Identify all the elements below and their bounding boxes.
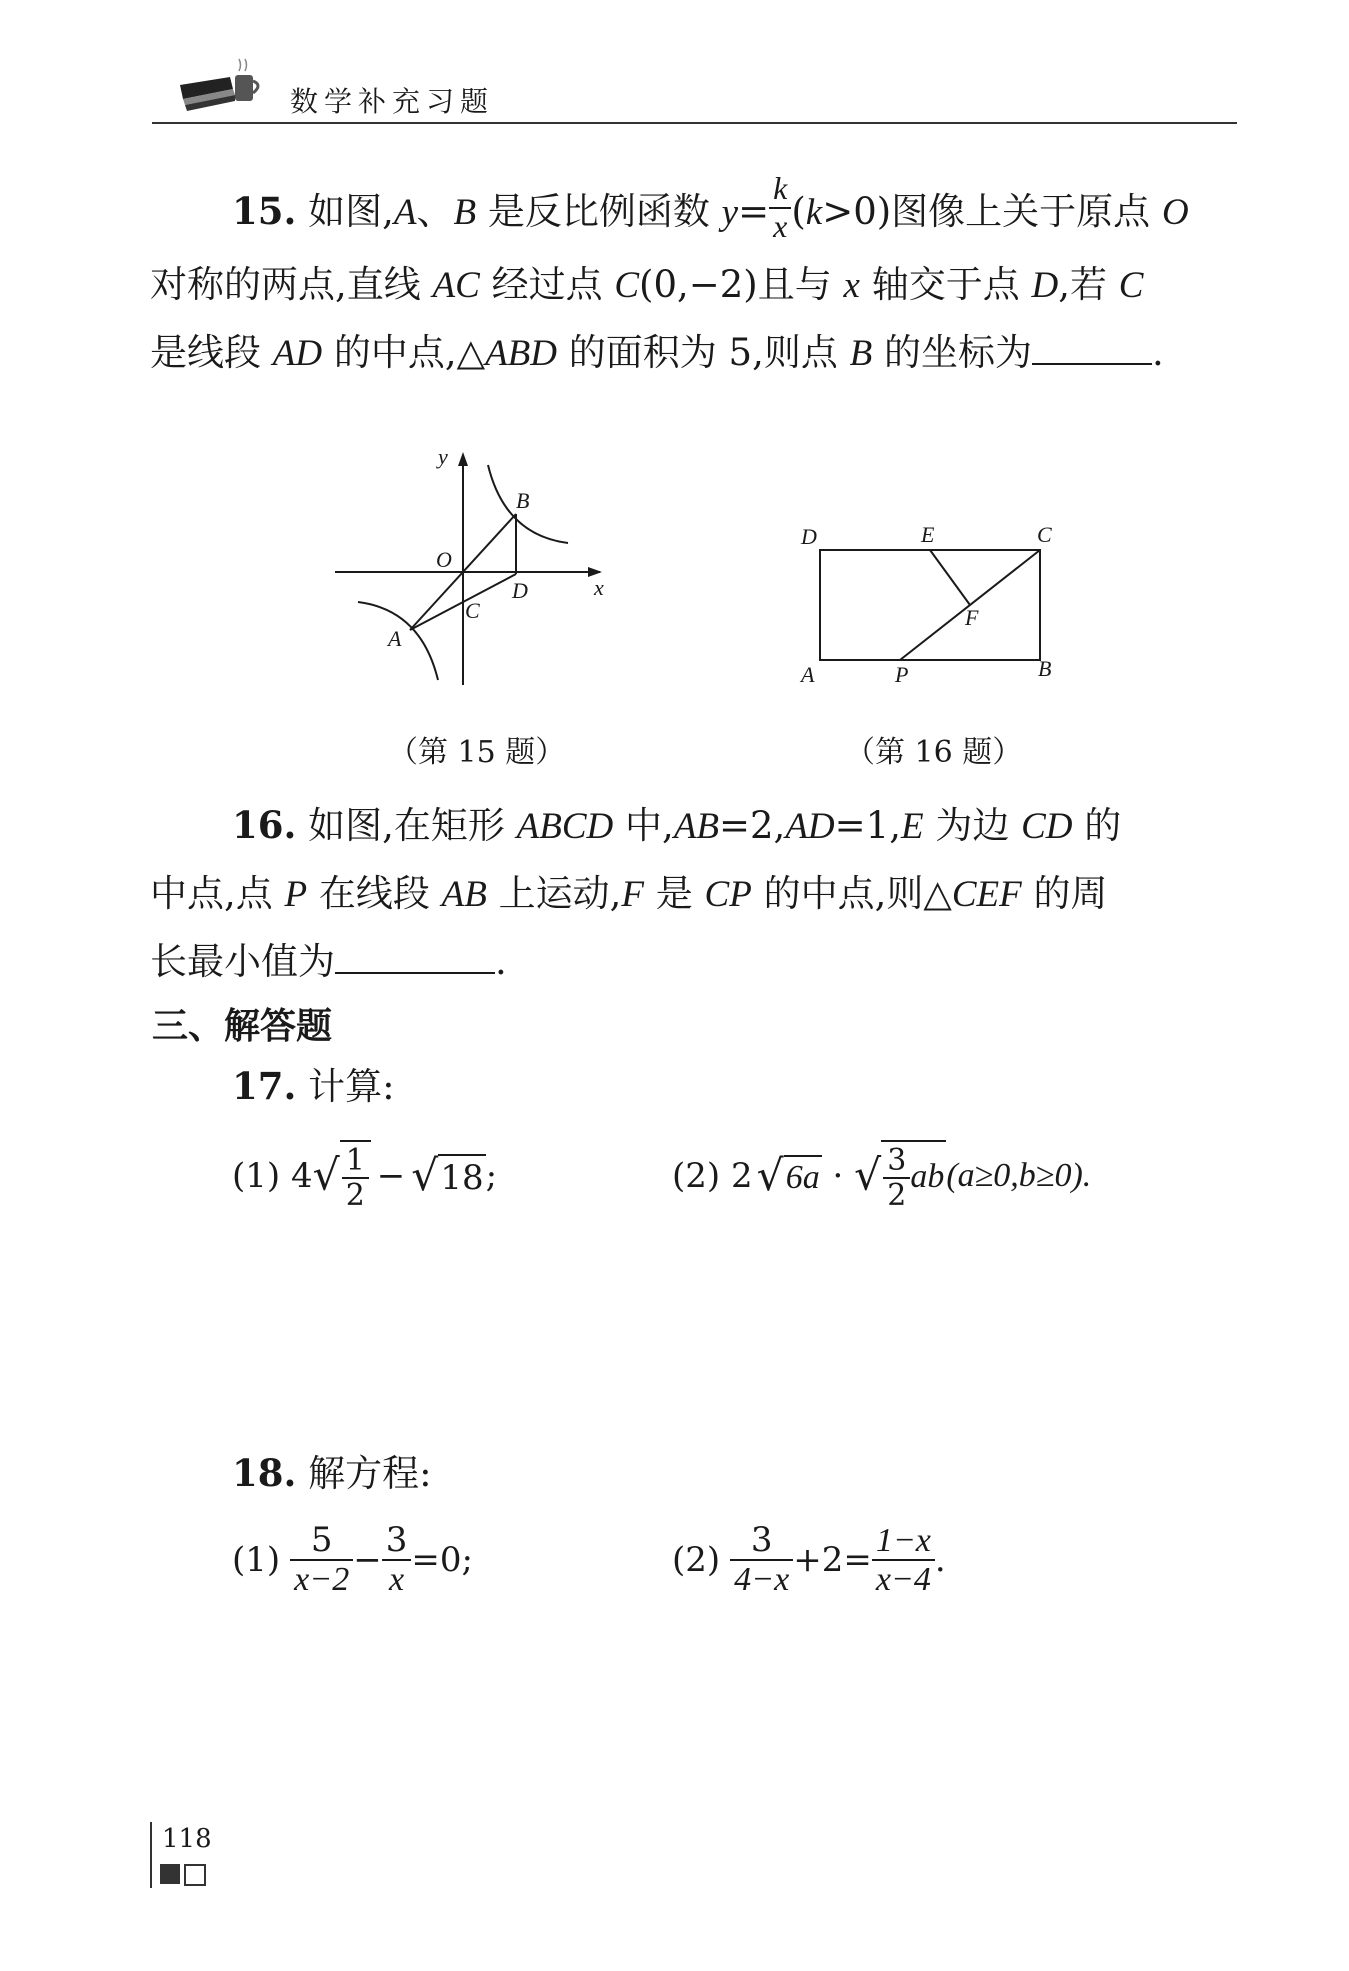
fraction-denominator: x−4 xyxy=(875,1561,931,1599)
answer-blank[interactable] xyxy=(335,938,495,974)
header-title: 数学补充习题 xyxy=(290,85,495,118)
q15-line-3 xyxy=(150,319,1240,387)
figure-16 xyxy=(795,520,1075,690)
q15-text: = xyxy=(738,190,770,233)
q15-text: . xyxy=(1151,331,1164,374)
footer-squares xyxy=(160,1864,206,1886)
sqrt-expression xyxy=(757,1152,822,1201)
question-17-title xyxy=(232,1053,395,1120)
operator: − xyxy=(353,1540,382,1581)
q16-text: 中, xyxy=(613,804,674,847)
q15-var: A xyxy=(393,192,417,233)
fraction-numerator: 3 xyxy=(883,1144,910,1179)
figure-15-caption: （第 15 题） xyxy=(388,735,566,770)
q15-var: x xyxy=(843,265,860,306)
operator: +2= xyxy=(793,1540,872,1581)
q18-title: 解方程: xyxy=(308,1452,432,1495)
q15-var: ABD xyxy=(485,333,558,374)
equation-end: =0; xyxy=(411,1540,473,1581)
q16-text: 是 xyxy=(644,872,705,915)
q15-var: B xyxy=(453,192,477,233)
question-18-title xyxy=(232,1440,432,1507)
fraction-denominator: x−2 xyxy=(294,1561,350,1599)
fraction xyxy=(382,1522,412,1599)
fraction-denominator: 2 xyxy=(345,1178,365,1213)
figure-16-caption: （第 16 题） xyxy=(845,735,1023,770)
fraction xyxy=(883,1144,910,1212)
page-number: 118 xyxy=(162,1824,212,1854)
q15-text: >0)图像上关于原点 xyxy=(822,190,1162,233)
q15-fraction xyxy=(769,171,791,243)
equation-end: . xyxy=(934,1540,946,1581)
q15-text: ,若 xyxy=(1058,263,1119,306)
q16-line-3 xyxy=(150,928,1240,995)
footer-rule xyxy=(150,1822,152,1888)
q16-text: 长最小值为 xyxy=(150,940,335,983)
empty-square-icon xyxy=(184,1864,206,1886)
fraction-denominator: x xyxy=(388,1561,405,1599)
q16-line-2 xyxy=(150,860,1240,928)
q15-var: y xyxy=(721,192,739,233)
label-x: x xyxy=(594,575,604,600)
part-label: (1) 4 xyxy=(232,1156,313,1196)
section-heading: 三、解答题 xyxy=(152,1006,333,1047)
label-B: B xyxy=(1038,656,1052,681)
q16-var: AB xyxy=(673,806,720,847)
q15-text: 轴交于点 xyxy=(859,263,1032,306)
books-cup-icon xyxy=(175,55,265,115)
q16-text: 中点,点 xyxy=(150,872,285,915)
q15-var: D xyxy=(1031,265,1059,306)
q15-text: 是反比例函数 xyxy=(476,190,722,233)
label-O: O xyxy=(436,547,452,572)
label-A: A xyxy=(801,662,815,687)
radicand xyxy=(881,1140,946,1212)
label-y: y xyxy=(438,444,448,469)
question-15 xyxy=(150,170,1240,387)
q16-var: F xyxy=(621,874,645,915)
q15-text: 的坐标为 xyxy=(872,331,1032,374)
q15-text: 对称的两点,直线 xyxy=(150,263,433,306)
q15-text: (0,−2)且与 xyxy=(639,263,844,306)
fraction-numerator: 5 xyxy=(290,1522,353,1561)
fraction xyxy=(872,1522,935,1599)
operator: − xyxy=(376,1156,406,1196)
header-logo xyxy=(175,55,265,115)
fraction-numerator: 3 xyxy=(730,1522,793,1561)
q17-number: 17. xyxy=(232,1064,297,1108)
label-C: C xyxy=(1037,522,1052,547)
radicand: 18 xyxy=(438,1154,485,1198)
q15-number: 15. xyxy=(232,189,297,233)
fraction xyxy=(730,1522,793,1599)
q18-part-1 xyxy=(232,1522,473,1599)
q15-text: 是线段 xyxy=(150,331,273,374)
label-E: E xyxy=(921,522,935,547)
y-axis-arrow xyxy=(458,452,468,466)
q17-part-1 xyxy=(232,1140,497,1212)
q16-var: P xyxy=(284,874,308,915)
q15-var: O xyxy=(1161,192,1189,233)
q15-text: ( xyxy=(791,190,806,233)
operator: · xyxy=(821,1156,855,1196)
q16-text: 如图,在矩形 xyxy=(308,804,517,847)
label-F: F xyxy=(965,605,979,630)
variable: ab xyxy=(910,1158,945,1195)
q16-text: =1, xyxy=(834,804,901,847)
rectangle-ABCD xyxy=(820,550,1040,660)
label-B: B xyxy=(516,488,530,513)
radicand: 6a xyxy=(784,1155,822,1197)
q16-var: AD xyxy=(785,806,835,847)
part-label: (2) xyxy=(672,1540,721,1581)
q16-var: CEF xyxy=(951,874,1022,915)
q15-line-1 xyxy=(150,170,1240,245)
q18-number: 18. xyxy=(232,1451,297,1495)
label-P: P xyxy=(895,662,909,687)
q15-text: 如图, xyxy=(308,190,394,233)
fraction-numerator: 1−x xyxy=(872,1522,935,1561)
q16-text: 的 xyxy=(1072,804,1122,847)
punctuation: ; xyxy=(485,1156,498,1196)
q16-text: 为边 xyxy=(923,804,1022,847)
q15-var: C xyxy=(614,265,640,306)
fraction-numerator: 1 xyxy=(342,1144,369,1179)
fraction-denominator: 2 xyxy=(887,1178,907,1213)
q15-var: B xyxy=(849,333,873,374)
q15-text: 、 xyxy=(416,190,454,233)
q16-text: =2, xyxy=(719,804,786,847)
figure-15 xyxy=(320,440,620,690)
q16-var: ABCD xyxy=(516,806,614,847)
q16-number: 16. xyxy=(232,803,297,847)
q15-var: C xyxy=(1118,265,1144,306)
radicand xyxy=(340,1140,371,1212)
radical-sign: √ xyxy=(854,1151,882,1201)
q15-var: AD xyxy=(272,333,323,374)
q15-var: k xyxy=(805,192,823,233)
q18-part-2 xyxy=(672,1522,946,1599)
part-label: (1) xyxy=(232,1540,281,1581)
fraction-numerator: 3 xyxy=(382,1522,412,1561)
filled-square-icon xyxy=(160,1864,180,1884)
q16-var: E xyxy=(900,806,924,847)
q16-text: 上运动, xyxy=(486,872,622,915)
line-EF xyxy=(930,550,970,605)
q16-var: AB xyxy=(441,874,487,915)
q16-line-1 xyxy=(150,792,1240,860)
radical-sign: √ xyxy=(756,1151,784,1201)
q17-part-2 xyxy=(672,1140,1091,1212)
fraction-denominator: 4−x xyxy=(734,1561,790,1599)
q16-var: CD xyxy=(1021,806,1073,847)
header-rule xyxy=(152,122,1237,124)
sqrt-expression xyxy=(854,1140,946,1212)
radical-sign: √ xyxy=(312,1151,340,1201)
label-A: A xyxy=(388,626,402,651)
fraction-denominator: x xyxy=(773,207,788,244)
condition: (a≥0,b≥0). xyxy=(946,1157,1092,1194)
q15-var: AC xyxy=(432,265,480,306)
q16-text: 的周 xyxy=(1021,872,1108,915)
radical-sign: √ xyxy=(411,1151,439,1201)
question-16 xyxy=(150,792,1240,995)
q15-line-2 xyxy=(150,251,1240,319)
label-D: D xyxy=(512,578,528,603)
q15-text: 经过点 xyxy=(479,263,615,306)
label-D: D xyxy=(801,524,817,549)
q15-text: 的面积为 5,则点 xyxy=(557,331,850,374)
fraction xyxy=(290,1522,353,1599)
answer-blank[interactable] xyxy=(1032,329,1152,365)
fraction xyxy=(342,1144,369,1212)
q16-text: . xyxy=(495,940,507,983)
q16-text: 在线段 xyxy=(307,872,442,915)
label-C: C xyxy=(465,598,480,623)
part-label: (2) 2 xyxy=(672,1156,753,1196)
q16-var: CP xyxy=(704,874,752,915)
q16-text: 的中点,则△ xyxy=(751,872,952,915)
sqrt-expression xyxy=(313,1140,371,1212)
sqrt-expression xyxy=(411,1152,485,1201)
fraction-numerator: k xyxy=(769,171,791,208)
q15-text: 的中点,△ xyxy=(322,331,486,374)
q17-title: 计算: xyxy=(308,1065,395,1108)
